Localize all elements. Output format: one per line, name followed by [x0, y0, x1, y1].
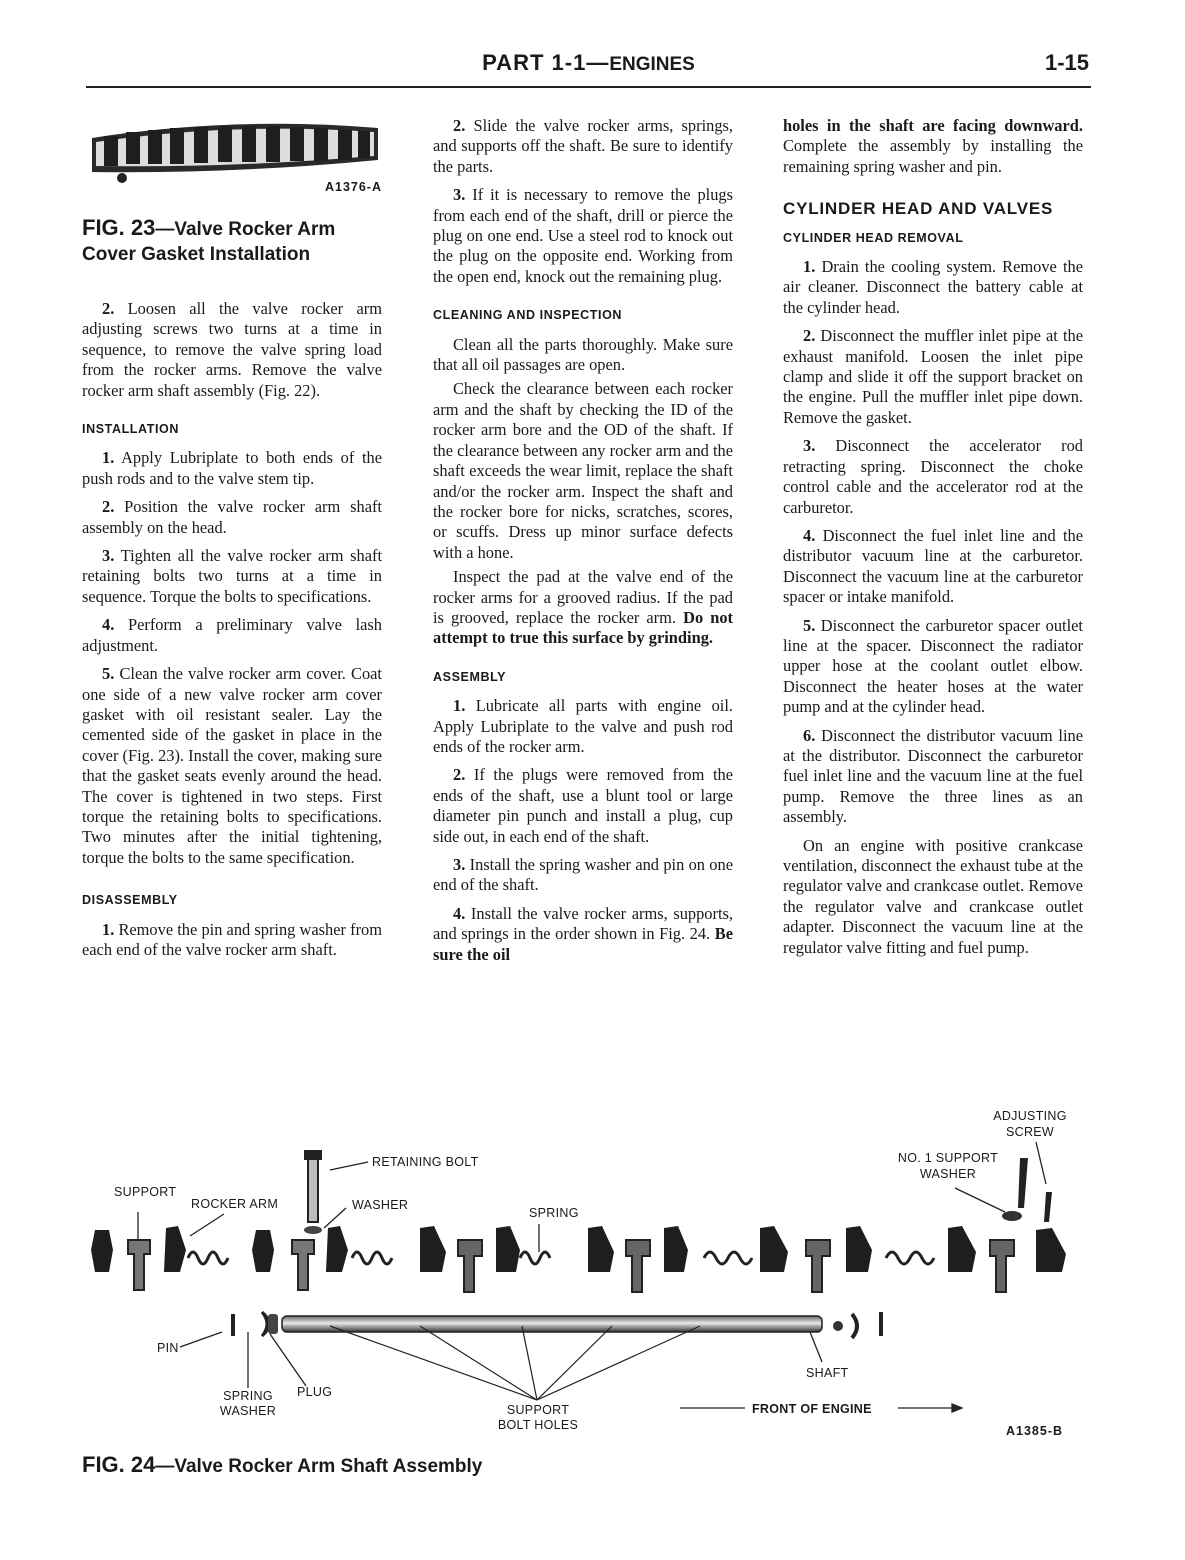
cleaning-p2: Check the clearance between each rocker arm and the shaft by checking the ID of the rocker arm bore and the OD of the shaft. If the clearance between any rocker arm and the shaft exceeds the wear limit, replace the shaft and/or the rocker arm. Inspect the shaft and the rocker bore for nicks, scratches, scores, or scuffs. Dress up minor surface defects with a hone. — [433, 379, 733, 562]
plug-right — [833, 1321, 843, 1331]
label-spring: SPRING — [529, 1206, 579, 1220]
installation-step: 4. Perform a preliminary valve lash adjustment. — [82, 615, 382, 655]
installation-step: 5. Clean the valve rocker arm cover. Coat one side of a new valve rocker arm cover gasket with oil resistant sealer. Lay the cemented side of the gasket in place in the cover (Fig. 23). Install the cover, making sure that the gasket seats evenly around the head. The cover is tightened in two steps. First torque the retaining bolts to specifications. Two minutes after the initial tightening, torque the bolts to the same specification. — [82, 664, 382, 867]
label-retaining-bolt: RETAINING BOLT — [372, 1155, 479, 1169]
column-3 — [783, 116, 1083, 966]
adjusting-screw-2 — [1044, 1192, 1052, 1222]
installation-step: 2. Position the valve rocker arm shaft assembly on the head. — [82, 497, 382, 537]
cylinder-head-removal-step: 1. Drain the cooling system. Remove the air cleaner. Disconnect the battery cable at the cylinder head. — [783, 257, 1083, 317]
assembly-step: 2. If the plugs were removed from the ends of the shaft, use a blunt tool or large diameter pin punch and install a plug, cup side out, in each end of the shaft. — [433, 765, 733, 846]
disassembly-steps-cont — [433, 116, 733, 287]
disassembly-step: 1. Remove the pin and spring washer from each end of the valve rocker arm shaft. — [82, 919, 382, 959]
label-adjusting-screw: ADJUSTING SCREW — [993, 1109, 1067, 1139]
assembly-steps — [433, 696, 733, 896]
col1-intro — [82, 299, 382, 401]
assembly-step: 1. Lubricate all parts with engine oil. Apply Lubriplate to the valve and push rod ends of the rocker arm. — [433, 696, 733, 756]
label-plug: PLUG — [297, 1385, 333, 1399]
adjusting-screw-1 — [1018, 1158, 1028, 1208]
shaft — [282, 1316, 822, 1332]
assembly-step-4: 4. Install the valve rocker arms, supports, and springs in the order shown in Fig. 24. Be sure the oil — [433, 903, 733, 964]
plug-left — [262, 1312, 269, 1336]
installation-steps — [82, 448, 382, 868]
disassembly-steps — [82, 920, 382, 961]
assembly-step-4-cont: holes in the shaft are facing downward. Complete the assembly by installing the remaining spring washer and pin. — [783, 116, 1083, 176]
cylinder-head-removal-heading: CYLINDER HEAD REMOVAL — [783, 230, 964, 245]
label-rocker-arm: ROCKER ARM — [191, 1197, 279, 1211]
cleaning-p1: Clean all the parts thoroughly. Make sure that all oil passages are open. — [433, 334, 733, 375]
label-spring-washer: SPRING WASHER — [219, 1389, 277, 1418]
retaining-bolt — [308, 1152, 318, 1222]
cleaning-heading: CLEANING AND INSPECTION — [433, 308, 623, 323]
page-header — [86, 50, 1091, 88]
label-pin: PIN — [157, 1341, 179, 1355]
cylinder-head-removal-step: 6. Disconnect the distributor vacuum line at the distributor. Disconnect the carburetor fuel inlet line and the vacuum line at the fuel pump. Remove the three lines as an assembly. — [783, 725, 1083, 827]
cylinder-head-removal-step: 5. Disconnect the carburetor spacer outlet line at the spacer. Disconnect the radiator upper hose at the coolant outlet elbow. Disconnect the heater hoses at the water pump and at the cylinder head. — [783, 615, 1083, 717]
installation-heading: INSTALLATION — [82, 422, 180, 437]
removal-step: 2. Loosen all the valve rocker arm adjusting screws two turns at a time in sequence, to remove the valve spring load from the rocker arms. Remove the valve rocker arm shaft assembly (Fig. 22). — [82, 299, 382, 400]
disassembly-step: 3. If it is necessary to remove the plugs from each end of the shaft, drill or pierce the plug on one end. Use a steel rod to knock out the plug on the opposite end. Working from the open end, knock out the remaining plug. — [433, 185, 733, 286]
assembly-heading: ASSEMBLY — [433, 669, 507, 684]
plug-left-body — [268, 1314, 278, 1334]
cleaning-p3: Inspect the pad at the valve end of the rocker arms for a grooved radius. If the pad is grooved, replace the rocker arm. Do not attempt to true this surface by grinding. — [433, 567, 734, 648]
label-support-bolt-holes: SUPPORT BOLT HOLES — [497, 1403, 579, 1432]
removal-steps — [783, 257, 1083, 828]
fig23-code: A1376-A — [324, 180, 382, 194]
fig24-code: A1385-B — [1006, 1424, 1064, 1438]
label-no1-support-washer: NO. 1 SUPPORT WASHER — [897, 1151, 999, 1181]
column-2 — [433, 116, 733, 973]
label-leaders — [138, 1142, 1046, 1412]
installation-step: 1. Apply Lubriplate to both ends of the push rods and to the valve stem tip. — [82, 448, 382, 488]
cylinder-head-section-heading: CYLINDER HEAD AND VALVES — [783, 199, 1054, 219]
installation-step: 3. Tighten all the valve rocker arm shaft retaining bolts two turns at a time in sequence. Torque the bolts to specifications. — [82, 546, 383, 606]
label-front-of-engine: FRONT OF ENGINE — [752, 1402, 872, 1416]
pcv-paragraph: On an engine with positive crankcase ventilation, disconnect the exhaust tube at the regulator valve and crankcase outlet. Remove the regulator valve and crankcase outlet adapter. Disconnect the vacuum line at the regulator valve fitting and fuel pump. — [783, 835, 1083, 957]
label-washer: WASHER — [352, 1198, 409, 1212]
running-title: PART 1-1—ENGINES — [482, 50, 695, 75]
column-1 — [82, 116, 382, 968]
label-support: SUPPORT — [114, 1185, 177, 1199]
section-label: ENGINES — [609, 54, 695, 75]
fig23-figure — [82, 116, 382, 194]
fig24-figure — [0, 1100, 1185, 1450]
fig24-caption: FIG. 24—Valve Rocker Arm Shaft Assembly — [82, 1452, 483, 1477]
disassembly-step: 2. Slide the valve rocker arms, springs, and supports off the shaft. Be sure to identify the parts. — [433, 116, 733, 176]
rocker-components — [91, 1226, 1066, 1292]
part-label: PART 1-1 — [482, 50, 587, 75]
assembly-step: 3. Install the spring washer and pin on one end of the shaft. — [433, 855, 733, 895]
page-number: 1-15 — [1044, 50, 1089, 75]
label-shaft: SHAFT — [806, 1366, 849, 1380]
washer — [304, 1226, 322, 1234]
cylinder-head-removal-step: 2. Disconnect the muffler inlet pipe at the exhaust manifold. Loosen the inlet pipe clamp and slide it off the support bracket on the engine. Pull the muffler inlet pipe down. Remove the gasket. — [783, 326, 1083, 427]
spring-washer-right — [852, 1314, 857, 1338]
cylinder-head-removal-step: 3. Disconnect the accelerator rod retracting spring. Disconnect the choke control cable and the accelerator rod at the carburetor. — [783, 436, 1083, 517]
cylinder-head-removal-step: 4. Disconnect the fuel inlet line and the distributor vacuum line at the carburetor. Disconnect the vacuum line at the carburetor spacer or intake manifold. — [783, 525, 1083, 607]
pin-left — [231, 1314, 235, 1336]
pin-right — [879, 1312, 883, 1336]
no1-support-washer — [1002, 1211, 1022, 1221]
disassembly-heading: DISASSEMBLY — [82, 893, 178, 908]
bolt-hole-leaders — [330, 1326, 700, 1400]
fig23-caption: FIG. 23—Valve Rocker Arm Cover Gasket Installation — [82, 215, 336, 265]
